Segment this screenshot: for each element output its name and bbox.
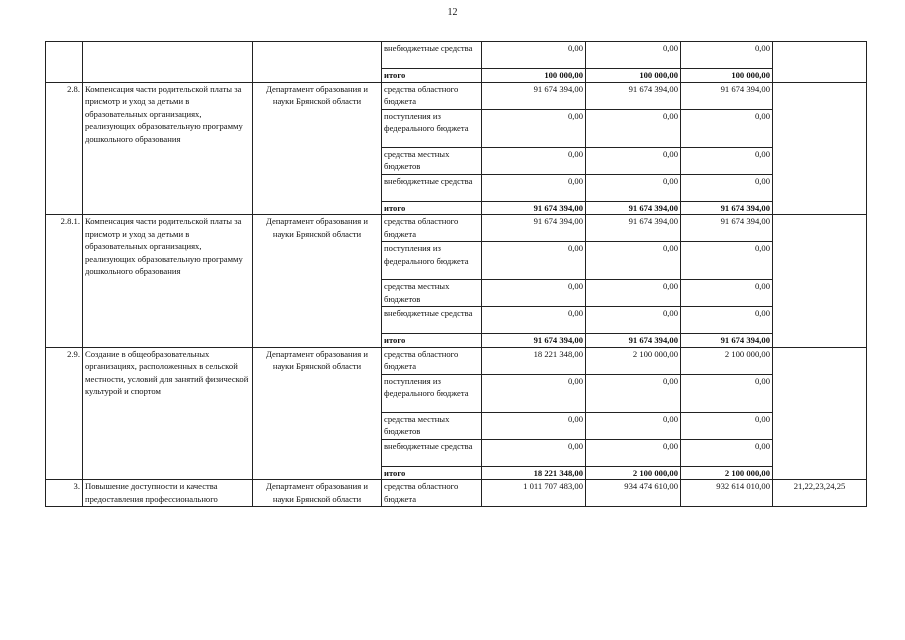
amount-v1: 1 011 707 483,00 xyxy=(482,480,586,507)
responsible-department: Департамент образования и науки Брянской области xyxy=(253,215,382,348)
item-name xyxy=(83,42,253,83)
amount-v2: 0,00 xyxy=(586,307,681,334)
amount-v1: 91 674 394,00 xyxy=(482,82,586,109)
budget-table xyxy=(45,41,867,507)
amount-v2: 0,00 xyxy=(586,374,681,412)
funding-source: итого xyxy=(382,334,482,348)
amount-v1: 0,00 xyxy=(482,439,586,466)
amount-v3: 0,00 xyxy=(681,412,773,439)
funding-source: средства местных бюджетов xyxy=(382,280,482,307)
table-row xyxy=(46,480,867,507)
amount-v2: 100 000,00 xyxy=(586,69,681,83)
amount-v1: 0,00 xyxy=(482,147,586,174)
amount-v3: 2 100 000,00 xyxy=(681,347,773,374)
amount-v1: 91 674 394,00 xyxy=(482,215,586,242)
funding-source: внебюджетные средства xyxy=(382,307,482,334)
funding-source: поступления из федерального бюджета xyxy=(382,242,482,280)
amount-v3: 0,00 xyxy=(681,242,773,280)
item-code: 2.8.1. xyxy=(46,215,83,348)
amount-v1: 0,00 xyxy=(482,109,586,147)
amount-v2: 2 100 000,00 xyxy=(586,347,681,374)
target-indicators xyxy=(773,215,867,348)
amount-v1: 0,00 xyxy=(482,242,586,280)
amount-v3: 100 000,00 xyxy=(681,69,773,83)
responsible-department: Департамент образования и науки Брянской области xyxy=(253,82,382,215)
amount-v3: 2 100 000,00 xyxy=(681,466,773,480)
target-indicators xyxy=(773,42,867,83)
amount-v3: 0,00 xyxy=(681,42,773,69)
target-indicators xyxy=(773,82,867,215)
amount-v2: 0,00 xyxy=(586,147,681,174)
item-code: 2.9. xyxy=(46,347,83,480)
responsible-department: Департамент образования и науки Брянской области xyxy=(253,347,382,480)
responsible-department xyxy=(253,42,382,83)
funding-source: средства местных бюджетов xyxy=(382,147,482,174)
amount-v3: 0,00 xyxy=(681,280,773,307)
amount-v2: 0,00 xyxy=(586,412,681,439)
amount-v3: 91 674 394,00 xyxy=(681,215,773,242)
amount-v3: 0,00 xyxy=(681,307,773,334)
amount-v3: 91 674 394,00 xyxy=(681,82,773,109)
item-code: 3. xyxy=(46,480,83,507)
target-indicators: 21,22,23,24,25 xyxy=(773,480,867,507)
table-row xyxy=(46,215,867,242)
amount-v2: 0,00 xyxy=(586,280,681,307)
item-code xyxy=(46,42,83,83)
amount-v2: 91 674 394,00 xyxy=(586,215,681,242)
amount-v1: 91 674 394,00 xyxy=(482,334,586,348)
funding-source: внебюджетные средства xyxy=(382,42,482,69)
amount-v3: 0,00 xyxy=(681,439,773,466)
responsible-department: Департамент образования и науки Брянской области xyxy=(253,480,382,507)
item-name: Создание в общеобразовательных организациях, расположенных в сельской местности, условий для занятий физической культурой и спортом xyxy=(83,347,253,480)
funding-source: итого xyxy=(382,69,482,83)
amount-v2: 91 674 394,00 xyxy=(586,334,681,348)
amount-v2: 934 474 610,00 xyxy=(586,480,681,507)
amount-v3: 0,00 xyxy=(681,109,773,147)
page-number: 12 xyxy=(447,7,458,18)
amount-v2: 0,00 xyxy=(586,174,681,201)
amount-v3: 0,00 xyxy=(681,374,773,412)
item-name: Компенсация части родительской платы за присмотр и уход за детьми в образовательных организациях, реализующих образовательную программу дошкольного образования xyxy=(83,82,253,215)
amount-v1: 18 221 348,00 xyxy=(482,347,586,374)
amount-v2: 2 100 000,00 xyxy=(586,466,681,480)
funding-source: внебюджетные средства xyxy=(382,174,482,201)
amount-v1: 100 000,00 xyxy=(482,69,586,83)
funding-source: итого xyxy=(382,201,482,215)
funding-source: средства областного бюджета xyxy=(382,215,482,242)
item-code: 2.8. xyxy=(46,82,83,215)
amount-v2: 91 674 394,00 xyxy=(586,201,681,215)
amount-v3: 932 614 010,00 xyxy=(681,480,773,507)
amount-v2: 91 674 394,00 xyxy=(586,82,681,109)
table-row xyxy=(46,42,867,69)
amount-v1: 0,00 xyxy=(482,374,586,412)
amount-v2: 0,00 xyxy=(586,242,681,280)
funding-source: средства местных бюджетов xyxy=(382,412,482,439)
amount-v1: 91 674 394,00 xyxy=(482,201,586,215)
funding-source: внебюджетные средства xyxy=(382,439,482,466)
funding-source: итого xyxy=(382,466,482,480)
amount-v2: 0,00 xyxy=(586,42,681,69)
amount-v1: 18 221 348,00 xyxy=(482,466,586,480)
table-row xyxy=(46,82,867,109)
amount-v1: 0,00 xyxy=(482,307,586,334)
item-name: Компенсация части родительской платы за присмотр и уход за детьми в образовательных организациях, реализующих образовательную программу дошкольного образования xyxy=(83,215,253,348)
funding-source: средства областного бюджета xyxy=(382,480,482,507)
amount-v1: 0,00 xyxy=(482,174,586,201)
amount-v3: 0,00 xyxy=(681,174,773,201)
amount-v2: 0,00 xyxy=(586,439,681,466)
funding-source: средства областного бюджета xyxy=(382,347,482,374)
funding-source: средства областного бюджета xyxy=(382,82,482,109)
target-indicators xyxy=(773,347,867,480)
item-name: Повышение доступности и качества предоставления профессионального xyxy=(83,480,253,507)
table-row xyxy=(46,347,867,374)
amount-v1: 0,00 xyxy=(482,42,586,69)
amount-v1: 0,00 xyxy=(482,412,586,439)
amount-v3: 0,00 xyxy=(681,147,773,174)
funding-source: поступления из федерального бюджета xyxy=(382,374,482,412)
amount-v1: 0,00 xyxy=(482,280,586,307)
amount-v3: 91 674 394,00 xyxy=(681,201,773,215)
amount-v2: 0,00 xyxy=(586,109,681,147)
amount-v3: 91 674 394,00 xyxy=(681,334,773,348)
funding-source: поступления из федерального бюджета xyxy=(382,109,482,147)
